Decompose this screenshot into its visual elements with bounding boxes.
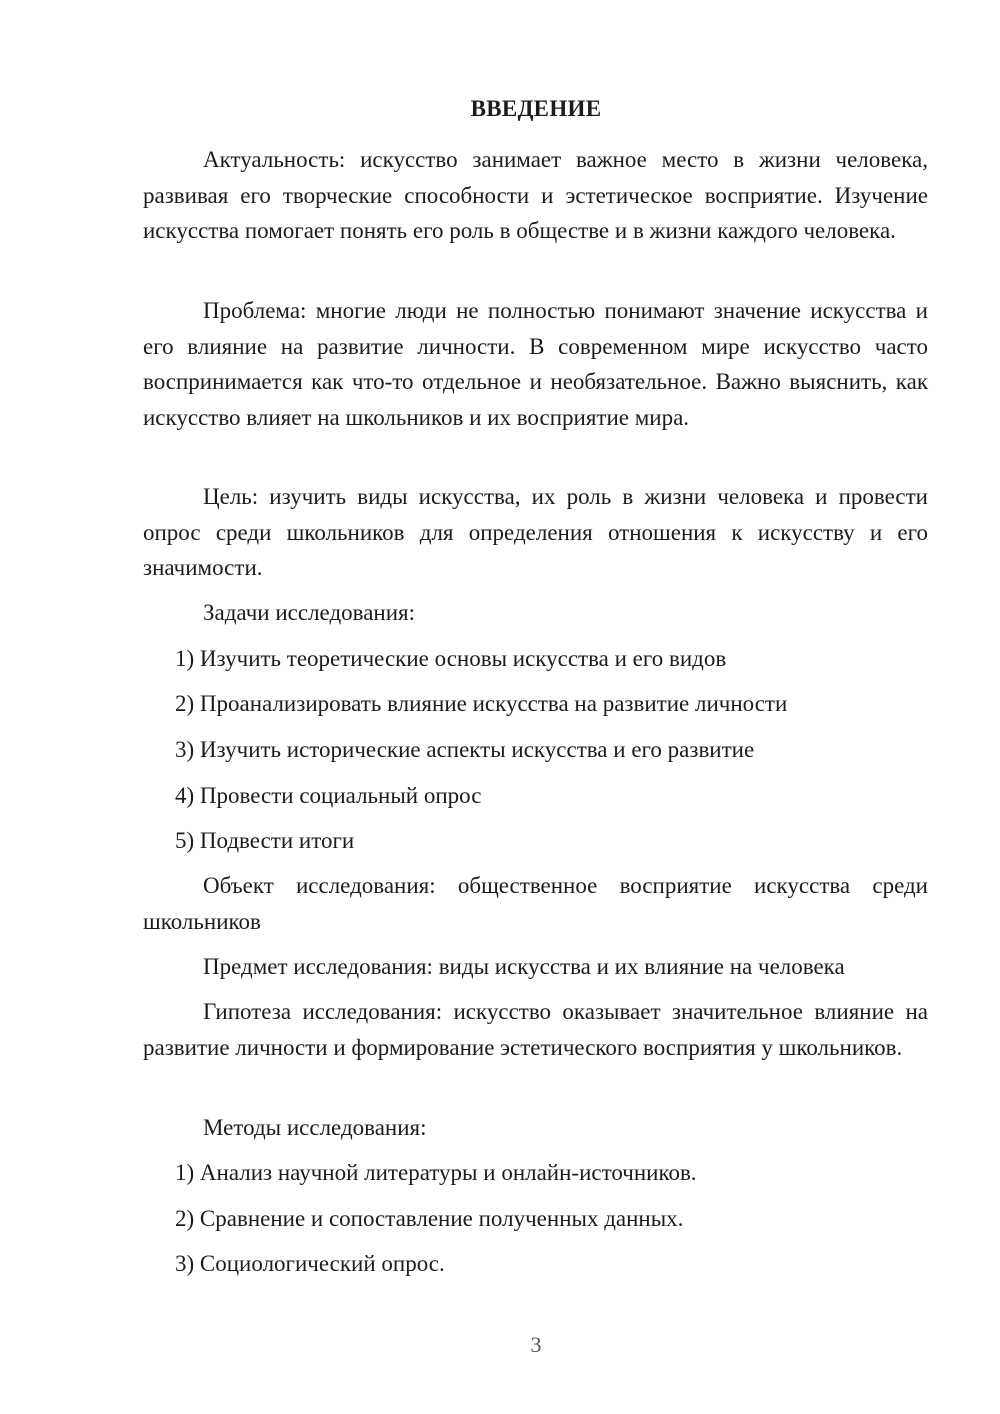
page-number: 3 <box>530 1332 542 1357</box>
task-item: 4) Провести социальный опрос <box>175 783 482 808</box>
task-item: 2) Проанализировать влияние искусства на развитие личности <box>175 691 788 716</box>
relevance-paragraph: Актуальность: искусство занимает важное место в жизни человека, развивая его творческие способности и эстетическое восприятие. Изучение искусства помогает понять его роль в обществе и в жизни каждого человека. <box>143 147 928 243</box>
task-item: 1) Изучить теоретические основы искусства и его видов <box>175 646 727 671</box>
method-item: 2) Сравнение и сопоставление полученных данных. <box>175 1206 684 1231</box>
tasks-heading: Задачи исследования: <box>203 600 416 625</box>
problem-paragraph: Проблема: многие люди не полностью понимают значение искусства и его влияние на развитие личности. В современном мире искусство часто воспринимается как что-то отдельное и необязательное. Важно выяснить, как искусство влияет на школьников и их восприятие мира. <box>143 298 928 430</box>
method-item: 3) Социологический опрос. <box>175 1251 445 1276</box>
object-paragraph: Объект исследования: общественное восприятие искусства среди школьников <box>143 873 928 934</box>
method-item: 1) Анализ научной литературы и онлайн-источников. <box>175 1160 697 1185</box>
subject-paragraph: Предмет исследования: виды искусства и их влияние на человека <box>203 954 845 979</box>
goal-paragraph: Цель: изучить виды искусства, их роль в жизни человека и провести опрос среди школьников для определения отношения к искусству и его значимости. <box>143 484 928 580</box>
hypothesis-paragraph: Гипотеза исследования: искусство оказывает значительное влияние на развитие личности и формирование эстетического восприятия у школьников. <box>143 999 928 1060</box>
task-item: 3) Изучить исторические аспекты искусства и его развитие <box>175 737 755 762</box>
task-item: 5) Подвести итоги <box>175 828 355 853</box>
methods-heading: Методы исследования: <box>203 1115 427 1140</box>
page-title: ВВЕДЕНИЕ <box>470 96 602 121</box>
